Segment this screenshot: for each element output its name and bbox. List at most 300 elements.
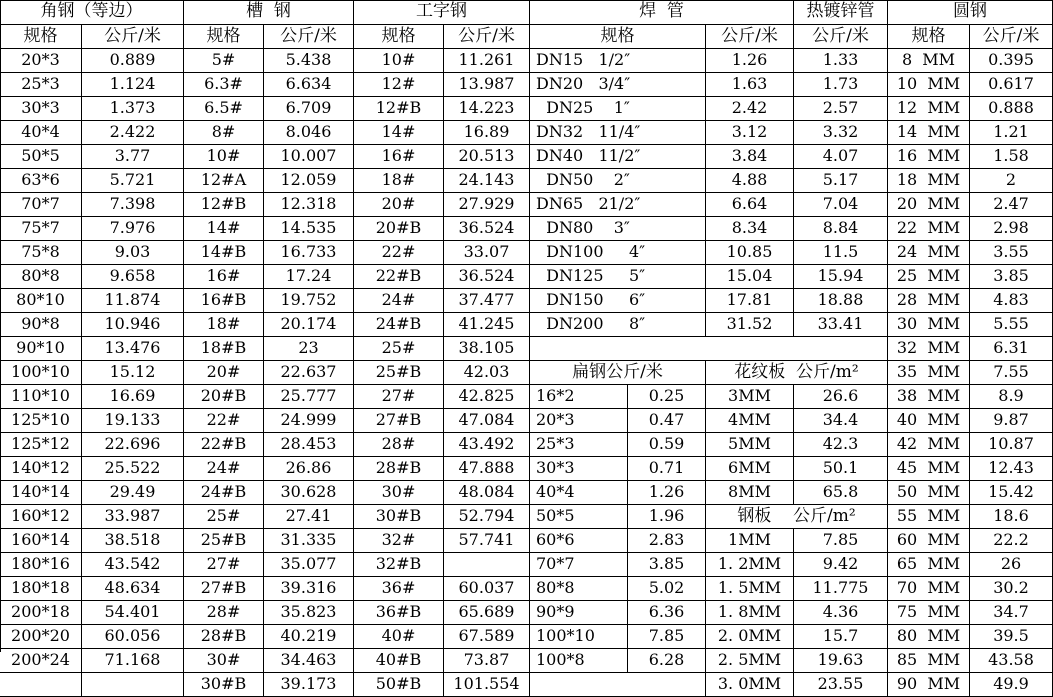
channel-kg-cell: 12.318 bbox=[264, 193, 354, 217]
flat-steel-spec-cell: 40*4 bbox=[530, 481, 628, 505]
channel-kg-cell: 23 bbox=[264, 337, 354, 361]
steel-plate-kg-cell: 23.55 bbox=[794, 673, 888, 697]
ibeam-kg-cell: 60.037 bbox=[444, 577, 530, 601]
ibeam-spec-cell: 16# bbox=[354, 145, 444, 169]
ibeam-spec-cell: 18# bbox=[354, 169, 444, 193]
round-kg-cell: 26 bbox=[970, 553, 1053, 577]
angle-kg-cell: 33.987 bbox=[82, 505, 184, 529]
ibeam-kg-cell: 57.741 bbox=[444, 529, 530, 553]
angle-kg-cell: 38.518 bbox=[82, 529, 184, 553]
channel-kg-cell: 22.637 bbox=[264, 361, 354, 385]
flat-steel-kg-cell: 0.25 bbox=[628, 385, 706, 409]
checker-plate-kg-cell: 65.8 bbox=[794, 481, 888, 505]
angle-kg-cell: 15.12 bbox=[82, 361, 184, 385]
angle-kg-cell: 1.373 bbox=[82, 97, 184, 121]
ibeam-spec-cell: 10# bbox=[354, 49, 444, 73]
channel-kg-cell: 5.438 bbox=[264, 49, 354, 73]
round-spec-cell: 40 MM bbox=[888, 409, 970, 433]
pipe-spec-cell: DN100 4″ bbox=[530, 241, 706, 265]
checker-plate-spec-cell: 3MM bbox=[706, 385, 794, 409]
round-kg-cell: 0.617 bbox=[970, 73, 1053, 97]
flat-steel-spec-cell: 50*5 bbox=[530, 505, 628, 529]
flat-steel-spec-cell: 16*2 bbox=[530, 385, 628, 409]
angle-spec-cell: 70*7 bbox=[0, 193, 82, 217]
ibeam-kg-cell: 13.987 bbox=[444, 73, 530, 97]
checker-plate-spec-cell: 8MM bbox=[706, 481, 794, 505]
pipe-kg-cell: 1.63 bbox=[706, 73, 794, 97]
steel-plate-spec-cell: 1. 2MM bbox=[706, 553, 794, 577]
angle-kg-cell: 2.422 bbox=[82, 121, 184, 145]
checker-plate-kg-cell: 50.1 bbox=[794, 457, 888, 481]
round-spec-cell: 75 MM bbox=[888, 601, 970, 625]
channel-kg-cell: 39.316 bbox=[264, 577, 354, 601]
angle-kg-cell: 1.124 bbox=[82, 73, 184, 97]
round-spec-cell: 24 MM bbox=[888, 241, 970, 265]
round-kg-cell: 22.2 bbox=[970, 529, 1053, 553]
ibeam-spec-cell: 28#B bbox=[354, 457, 444, 481]
angle-kg-cell bbox=[82, 673, 184, 697]
round-spec-cell: 90 MM bbox=[888, 673, 970, 697]
channel-spec-cell: 22#B bbox=[184, 433, 264, 457]
channel-spec-cell: 20# bbox=[184, 361, 264, 385]
steel-plate-spec-cell: 1MM bbox=[706, 529, 794, 553]
flat-steel-spec-cell: 25*3 bbox=[530, 433, 628, 457]
ibeam-spec-cell: 36# bbox=[354, 577, 444, 601]
ibeam-spec-cell: 40#B bbox=[354, 649, 444, 673]
channel-kg-cell: 17.24 bbox=[264, 265, 354, 289]
round-spec-cell: 80 MM bbox=[888, 625, 970, 649]
header-round-steel: 圆钢 bbox=[888, 0, 1053, 25]
ibeam-kg-cell: 38.105 bbox=[444, 337, 530, 361]
ibeam-spec-cell: 20#B bbox=[354, 217, 444, 241]
channel-kg-cell: 20.174 bbox=[264, 313, 354, 337]
channel-kg-cell: 35.077 bbox=[264, 553, 354, 577]
channel-spec-cell: 14# bbox=[184, 217, 264, 241]
header-channel-steel: 槽 钢 bbox=[184, 0, 354, 25]
galv-kg-cell: 8.84 bbox=[794, 217, 888, 241]
angle-spec-cell: 140*14 bbox=[0, 481, 82, 505]
round-kg-cell: 43.58 bbox=[970, 649, 1053, 673]
angle-spec-cell: 50*5 bbox=[0, 145, 82, 169]
pipe-spec-cell: DN20 3/4″ bbox=[530, 73, 706, 97]
flat-steel-kg-cell: 1.26 bbox=[628, 481, 706, 505]
round-kg-cell: 0.395 bbox=[970, 49, 1053, 73]
pipe-spec-cell: DN65 21/2″ bbox=[530, 193, 706, 217]
channel-kg-cell: 27.41 bbox=[264, 505, 354, 529]
flat-steel-kg-cell: 0.47 bbox=[628, 409, 706, 433]
flat-steel-kg-cell: 6.28 bbox=[628, 649, 706, 673]
channel-spec-cell: 22# bbox=[184, 409, 264, 433]
channel-spec-cell: 6.5# bbox=[184, 97, 264, 121]
steel-plate-kg-cell: 15.7 bbox=[794, 625, 888, 649]
ibeam-kg-cell: 37.477 bbox=[444, 289, 530, 313]
steel-plate-spec-cell: 1. 5MM bbox=[706, 577, 794, 601]
checker-plate-title: 花纹板 公斤/m² bbox=[706, 361, 888, 385]
galv-kg-cell: 7.04 bbox=[794, 193, 888, 217]
round-spec-cell: 45 MM bbox=[888, 457, 970, 481]
round-spec-cell: 25 MM bbox=[888, 265, 970, 289]
pipe-spec-cell: DN125 5″ bbox=[530, 265, 706, 289]
steel-plate-spec-cell: 1. 8MM bbox=[706, 601, 794, 625]
flat-steel-spec-cell: 100*10 bbox=[530, 625, 628, 649]
ibeam-spec-cell: 24#B bbox=[354, 313, 444, 337]
subheader-spec: 规格 bbox=[0, 25, 82, 49]
channel-spec-cell: 16# bbox=[184, 265, 264, 289]
round-spec-cell: 32 MM bbox=[888, 337, 970, 361]
round-spec-cell: 14 MM bbox=[888, 121, 970, 145]
steel-plate-title: 钢板 公斤/m² bbox=[706, 505, 888, 529]
flat-steel-spec-cell: 30*3 bbox=[530, 457, 628, 481]
flat-steel-spec-cell: 90*9 bbox=[530, 601, 628, 625]
ibeam-spec-cell: 30# bbox=[354, 481, 444, 505]
channel-spec-cell: 20#B bbox=[184, 385, 264, 409]
ibeam-spec-cell: 27# bbox=[354, 385, 444, 409]
angle-spec-cell: 160*14 bbox=[0, 529, 82, 553]
steel-plate-kg-cell: 7.85 bbox=[794, 529, 888, 553]
pipe-kg-cell: 3.84 bbox=[706, 145, 794, 169]
channel-spec-cell: 27# bbox=[184, 553, 264, 577]
angle-kg-cell: 60.056 bbox=[82, 625, 184, 649]
round-kg-cell: 30.2 bbox=[970, 577, 1053, 601]
ibeam-spec-cell: 12# bbox=[354, 73, 444, 97]
ibeam-kg-cell: 36.524 bbox=[444, 265, 530, 289]
angle-kg-cell: 43.542 bbox=[82, 553, 184, 577]
angle-spec-cell: 200*18 bbox=[0, 601, 82, 625]
pipe-spec-cell: DN200 8″ bbox=[530, 313, 706, 337]
channel-spec-cell: 30# bbox=[184, 649, 264, 673]
angle-kg-cell: 71.168 bbox=[82, 649, 184, 673]
flat-steel-kg-cell: 5.02 bbox=[628, 577, 706, 601]
channel-kg-cell: 30.628 bbox=[264, 481, 354, 505]
galv-kg-cell: 2.57 bbox=[794, 97, 888, 121]
angle-spec-cell: 140*12 bbox=[0, 457, 82, 481]
angle-kg-cell: 10.946 bbox=[82, 313, 184, 337]
ibeam-kg-cell: 42.03 bbox=[444, 361, 530, 385]
channel-kg-cell: 24.999 bbox=[264, 409, 354, 433]
angle-kg-cell: 22.696 bbox=[82, 433, 184, 457]
channel-spec-cell: 12#B bbox=[184, 193, 264, 217]
flat-steel-spec-cell: 100*8 bbox=[530, 649, 628, 673]
angle-spec-cell: 30*3 bbox=[0, 97, 82, 121]
round-spec-cell: 38 MM bbox=[888, 385, 970, 409]
round-kg-cell: 2.47 bbox=[970, 193, 1053, 217]
round-kg-cell: 12.43 bbox=[970, 457, 1053, 481]
flat-steel-spec-cell: 70*7 bbox=[530, 553, 628, 577]
angle-kg-cell: 3.77 bbox=[82, 145, 184, 169]
flat-steel-kg-cell: 0.59 bbox=[628, 433, 706, 457]
round-kg-cell: 39.5 bbox=[970, 625, 1053, 649]
channel-kg-cell: 12.059 bbox=[264, 169, 354, 193]
flat-steel-kg-cell: 1.96 bbox=[628, 505, 706, 529]
ibeam-kg-cell: 14.223 bbox=[444, 97, 530, 121]
angle-kg-cell: 9.658 bbox=[82, 265, 184, 289]
flat-steel-kg-cell: 3.85 bbox=[628, 553, 706, 577]
ibeam-kg-cell: 33.07 bbox=[444, 241, 530, 265]
round-spec-cell: 65 MM bbox=[888, 553, 970, 577]
pipe-kg-cell: 8.34 bbox=[706, 217, 794, 241]
pipe-spec-cell: DN32 11/4″ bbox=[530, 121, 706, 145]
ibeam-kg-cell: 48.084 bbox=[444, 481, 530, 505]
header-angle-steel: 角钢（等边） bbox=[0, 0, 184, 25]
ibeam-kg-cell: 67.589 bbox=[444, 625, 530, 649]
channel-spec-cell: 24#B bbox=[184, 481, 264, 505]
pipe-kg-cell: 1.26 bbox=[706, 49, 794, 73]
pipe-kg-cell: 6.64 bbox=[706, 193, 794, 217]
angle-kg-cell: 11.874 bbox=[82, 289, 184, 313]
pipe-kg-cell: 17.81 bbox=[706, 289, 794, 313]
pipe-kg-cell: 15.04 bbox=[706, 265, 794, 289]
round-spec-cell: 28 MM bbox=[888, 289, 970, 313]
steel-plate-spec-cell: 3. 0MM bbox=[706, 673, 794, 697]
channel-spec-cell: 30#B bbox=[184, 673, 264, 697]
angle-spec-cell: 63*6 bbox=[0, 169, 82, 193]
angle-kg-cell: 48.634 bbox=[82, 577, 184, 601]
galv-kg-cell: 1.33 bbox=[794, 49, 888, 73]
round-kg-cell: 49.9 bbox=[970, 673, 1053, 697]
round-kg-cell: 2.98 bbox=[970, 217, 1053, 241]
ibeam-spec-cell: 30#B bbox=[354, 505, 444, 529]
steel-plate-kg-cell: 9.42 bbox=[794, 553, 888, 577]
angle-spec-cell: 90*8 bbox=[0, 313, 82, 337]
round-spec-cell: 42 MM bbox=[888, 433, 970, 457]
galv-kg-cell: 18.88 bbox=[794, 289, 888, 313]
flat-steel-kg-cell: 7.85 bbox=[628, 625, 706, 649]
angle-kg-cell: 7.398 bbox=[82, 193, 184, 217]
round-kg-cell: 18.6 bbox=[970, 505, 1053, 529]
round-spec-cell: 55 MM bbox=[888, 505, 970, 529]
channel-spec-cell: 25# bbox=[184, 505, 264, 529]
checker-plate-spec-cell: 5MM bbox=[706, 433, 794, 457]
round-spec-cell: 10 MM bbox=[888, 73, 970, 97]
pipe-spec-cell: DN50 2″ bbox=[530, 169, 706, 193]
round-spec-cell: 16 MM bbox=[888, 145, 970, 169]
round-kg-cell: 3.85 bbox=[970, 265, 1053, 289]
ibeam-spec-cell: 36#B bbox=[354, 601, 444, 625]
ibeam-spec-cell: 32#B bbox=[354, 553, 444, 577]
angle-spec-cell: 125*12 bbox=[0, 433, 82, 457]
galv-kg-cell: 1.73 bbox=[794, 73, 888, 97]
ibeam-spec-cell: 24# bbox=[354, 289, 444, 313]
pipe-kg-cell: 31.52 bbox=[706, 313, 794, 337]
channel-spec-cell: 10# bbox=[184, 145, 264, 169]
angle-spec-cell: 75*8 bbox=[0, 241, 82, 265]
angle-spec-cell: 160*12 bbox=[0, 505, 82, 529]
channel-kg-cell: 26.86 bbox=[264, 457, 354, 481]
subheader-spec: 规格 bbox=[354, 25, 444, 49]
ibeam-spec-cell: 32# bbox=[354, 529, 444, 553]
round-kg-cell: 10.87 bbox=[970, 433, 1053, 457]
channel-kg-cell: 34.463 bbox=[264, 649, 354, 673]
ibeam-spec-cell: 27#B bbox=[354, 409, 444, 433]
pipe-spec-cell: DN80 3″ bbox=[530, 217, 706, 241]
round-spec-cell: 50 MM bbox=[888, 481, 970, 505]
channel-spec-cell: 27#B bbox=[184, 577, 264, 601]
angle-kg-cell: 19.133 bbox=[82, 409, 184, 433]
angle-spec-cell: 80*10 bbox=[0, 289, 82, 313]
round-kg-cell: 1.58 bbox=[970, 145, 1053, 169]
channel-spec-cell: 18#B bbox=[184, 337, 264, 361]
checker-plate-kg-cell: 34.4 bbox=[794, 409, 888, 433]
checker-plate-kg-cell: 42.3 bbox=[794, 433, 888, 457]
channel-kg-cell: 25.777 bbox=[264, 385, 354, 409]
angle-spec-cell: 125*10 bbox=[0, 409, 82, 433]
ibeam-kg-cell: 27.929 bbox=[444, 193, 530, 217]
angle-spec-cell: 40*4 bbox=[0, 121, 82, 145]
angle-spec-cell: 110*10 bbox=[0, 385, 82, 409]
steel-plate-spec-cell: 2. 5MM bbox=[706, 649, 794, 673]
ibeam-spec-cell: 28# bbox=[354, 433, 444, 457]
round-spec-cell: 22 MM bbox=[888, 217, 970, 241]
round-spec-cell: 85 MM bbox=[888, 649, 970, 673]
ibeam-spec-cell: 25#B bbox=[354, 361, 444, 385]
channel-kg-cell: 39.173 bbox=[264, 673, 354, 697]
ibeam-spec-cell: 50#B bbox=[354, 673, 444, 697]
galv-kg-cell: 11.5 bbox=[794, 241, 888, 265]
angle-spec-cell: 90*10 bbox=[0, 337, 82, 361]
subheader-kgm: 公斤/米 bbox=[706, 25, 794, 49]
ibeam-spec-cell: 14# bbox=[354, 121, 444, 145]
channel-spec-cell: 16#B bbox=[184, 289, 264, 313]
pipe-spec-cell: DN15 1/2″ bbox=[530, 49, 706, 73]
pipe-kg-cell: 2.42 bbox=[706, 97, 794, 121]
flat-steel-kg-cell: 6.36 bbox=[628, 601, 706, 625]
angle-kg-cell: 0.889 bbox=[82, 49, 184, 73]
header-galvanized-pipe: 热镀锌管 bbox=[794, 0, 888, 25]
channel-kg-cell: 6.709 bbox=[264, 97, 354, 121]
angle-kg-cell: 9.03 bbox=[82, 241, 184, 265]
subheader-spec: 规格 bbox=[888, 25, 970, 49]
ibeam-kg-cell: 24.143 bbox=[444, 169, 530, 193]
pipe-kg-cell: 10.85 bbox=[706, 241, 794, 265]
angle-kg-cell: 16.69 bbox=[82, 385, 184, 409]
galv-kg-cell: 33.41 bbox=[794, 313, 888, 337]
round-spec-cell: 70 MM bbox=[888, 577, 970, 601]
round-kg-cell: 15.42 bbox=[970, 481, 1053, 505]
ibeam-spec-cell: 12#B bbox=[354, 97, 444, 121]
channel-kg-cell: 19.752 bbox=[264, 289, 354, 313]
subheader-kgm: 公斤/米 bbox=[264, 25, 354, 49]
galv-kg-cell: 15.94 bbox=[794, 265, 888, 289]
angle-kg-cell: 54.401 bbox=[82, 601, 184, 625]
ibeam-spec-cell: 22#B bbox=[354, 265, 444, 289]
ibeam-kg-cell: 42.825 bbox=[444, 385, 530, 409]
round-spec-cell: 8 MM bbox=[888, 49, 970, 73]
round-kg-cell: 5.55 bbox=[970, 313, 1053, 337]
round-kg-cell: 2 bbox=[970, 169, 1053, 193]
angle-spec-cell: 75*7 bbox=[0, 217, 82, 241]
flat-steel-spec-cell: 80*8 bbox=[530, 577, 628, 601]
ibeam-kg-cell: 20.513 bbox=[444, 145, 530, 169]
channel-spec-cell: 24# bbox=[184, 457, 264, 481]
blank-spacer bbox=[530, 337, 888, 361]
ibeam-kg-cell: 16.89 bbox=[444, 121, 530, 145]
flat-steel-title: 扁钢公斤/米 bbox=[530, 361, 706, 385]
channel-spec-cell: 5# bbox=[184, 49, 264, 73]
angle-spec-cell: 200*20 bbox=[0, 625, 82, 649]
flat-steel-spec-cell: 20*3 bbox=[530, 409, 628, 433]
round-spec-cell: 35 MM bbox=[888, 361, 970, 385]
ibeam-kg-cell: 41.245 bbox=[444, 313, 530, 337]
flat-steel-blank bbox=[530, 673, 706, 697]
galv-kg-cell: 3.32 bbox=[794, 121, 888, 145]
angle-spec-cell bbox=[0, 673, 82, 697]
angle-spec-cell: 180*18 bbox=[0, 577, 82, 601]
ibeam-kg-cell: 47.888 bbox=[444, 457, 530, 481]
steel-plate-spec-cell: 2. 0MM bbox=[706, 625, 794, 649]
angle-spec-cell: 25*3 bbox=[0, 73, 82, 97]
ibeam-kg-cell bbox=[444, 553, 530, 577]
round-spec-cell: 12 MM bbox=[888, 97, 970, 121]
round-kg-cell: 4.83 bbox=[970, 289, 1053, 313]
angle-kg-cell: 7.976 bbox=[82, 217, 184, 241]
ibeam-kg-cell: 43.492 bbox=[444, 433, 530, 457]
channel-spec-cell: 12#A bbox=[184, 169, 264, 193]
angle-spec-cell: 180*16 bbox=[0, 553, 82, 577]
channel-spec-cell: 25#B bbox=[184, 529, 264, 553]
channel-kg-cell: 16.733 bbox=[264, 241, 354, 265]
round-spec-cell: 60 MM bbox=[888, 529, 970, 553]
round-kg-cell: 9.87 bbox=[970, 409, 1053, 433]
steel-plate-kg-cell: 11.775 bbox=[794, 577, 888, 601]
pipe-kg-cell: 4.88 bbox=[706, 169, 794, 193]
channel-kg-cell: 28.453 bbox=[264, 433, 354, 457]
channel-spec-cell: 6.3# bbox=[184, 73, 264, 97]
flat-steel-kg-cell: 0.71 bbox=[628, 457, 706, 481]
channel-kg-cell: 31.335 bbox=[264, 529, 354, 553]
channel-kg-cell: 6.634 bbox=[264, 73, 354, 97]
checker-plate-spec-cell: 6MM bbox=[706, 457, 794, 481]
ibeam-spec-cell: 22# bbox=[354, 241, 444, 265]
ibeam-kg-cell: 73.87 bbox=[444, 649, 530, 673]
subheader-spec: 规格 bbox=[184, 25, 264, 49]
channel-kg-cell: 40.219 bbox=[264, 625, 354, 649]
steel-plate-kg-cell: 4.36 bbox=[794, 601, 888, 625]
pipe-spec-cell: DN40 11/2″ bbox=[530, 145, 706, 169]
header-i-beam: 工字钢 bbox=[354, 0, 530, 25]
flat-steel-kg-cell: 2.83 bbox=[628, 529, 706, 553]
round-spec-cell: 20 MM bbox=[888, 193, 970, 217]
channel-spec-cell: 14#B bbox=[184, 241, 264, 265]
ibeam-spec-cell: 40# bbox=[354, 625, 444, 649]
steel-plate-kg-cell: 19.63 bbox=[794, 649, 888, 673]
galv-kg-cell: 4.07 bbox=[794, 145, 888, 169]
channel-spec-cell: 28#B bbox=[184, 625, 264, 649]
pipe-kg-cell: 3.12 bbox=[706, 121, 794, 145]
subheader-kgm: 公斤/米 bbox=[970, 25, 1053, 49]
round-spec-cell: 30 MM bbox=[888, 313, 970, 337]
pipe-spec-cell: DN25 1″ bbox=[530, 97, 706, 121]
ibeam-kg-cell: 52.794 bbox=[444, 505, 530, 529]
angle-kg-cell: 29.49 bbox=[82, 481, 184, 505]
channel-kg-cell: 8.046 bbox=[264, 121, 354, 145]
flat-steel-spec-cell: 60*6 bbox=[530, 529, 628, 553]
round-kg-cell: 7.55 bbox=[970, 361, 1053, 385]
galv-kg-cell: 5.17 bbox=[794, 169, 888, 193]
angle-spec-cell: 100*10 bbox=[0, 361, 82, 385]
subheader-kgm: 公斤/米 bbox=[794, 25, 888, 49]
angle-spec-cell: 80*8 bbox=[0, 265, 82, 289]
header-welded-pipe: 焊 管 bbox=[530, 0, 794, 25]
ibeam-kg-cell: 36.524 bbox=[444, 217, 530, 241]
angle-spec-cell: 20*3 bbox=[0, 49, 82, 73]
angle-kg-cell: 25.522 bbox=[82, 457, 184, 481]
ibeam-kg-cell: 47.084 bbox=[444, 409, 530, 433]
round-kg-cell: 3.55 bbox=[970, 241, 1053, 265]
angle-kg-cell: 13.476 bbox=[82, 337, 184, 361]
ibeam-spec-cell: 25# bbox=[354, 337, 444, 361]
subheader-kgm: 公斤/米 bbox=[444, 25, 530, 49]
round-spec-cell: 18 MM bbox=[888, 169, 970, 193]
